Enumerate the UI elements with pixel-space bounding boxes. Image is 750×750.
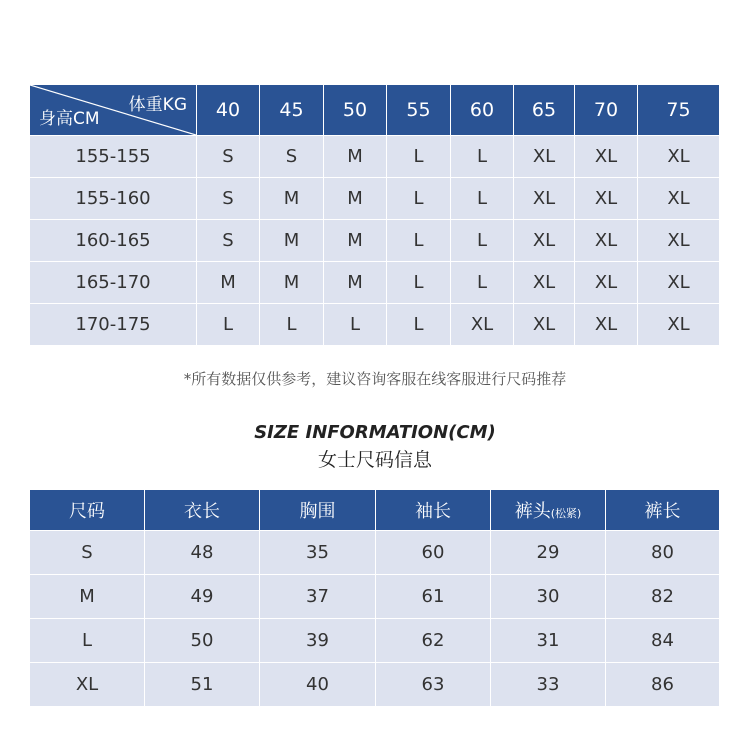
- size-cell: S: [197, 178, 260, 220]
- table-cell: 30: [491, 575, 606, 619]
- table-row: [30, 531, 720, 575]
- size-cell: XL: [514, 262, 575, 304]
- size-cell: L: [451, 220, 514, 262]
- size-cell: XL: [575, 220, 638, 262]
- height-cell: 165-170: [30, 262, 197, 304]
- table-cell: XL: [30, 663, 145, 707]
- table-cell: 31: [491, 619, 606, 663]
- size-cell: XL: [514, 304, 575, 346]
- weight-header: 60: [451, 85, 514, 136]
- weight-header: 55: [387, 85, 451, 136]
- column-header: 衣长: [145, 490, 260, 531]
- table-cell: 29: [491, 531, 606, 575]
- size-cell: L: [387, 304, 451, 346]
- table-cell: S: [30, 531, 145, 575]
- column-header-waist: [491, 490, 606, 531]
- weight-header: 65: [514, 85, 575, 136]
- table-row: [30, 178, 720, 220]
- size-cell: XL: [638, 262, 720, 304]
- size-cell: M: [324, 136, 387, 178]
- table-cell: 39: [260, 619, 376, 663]
- table-cell: 60: [376, 531, 491, 575]
- size-cell: S: [197, 136, 260, 178]
- size-cell: M: [324, 262, 387, 304]
- size-cell: M: [260, 262, 324, 304]
- size-cell: L: [387, 178, 451, 220]
- size-cell: XL: [575, 178, 638, 220]
- size-cell: XL: [638, 220, 720, 262]
- size-cell: XL: [514, 136, 575, 178]
- table-cell: 62: [376, 619, 491, 663]
- size-recommendation-table: [29, 84, 720, 346]
- size-cell: XL: [638, 178, 720, 220]
- size-cell: M: [324, 178, 387, 220]
- weight-axis-label: 体重KG: [128, 95, 187, 115]
- table-cell: 63: [376, 663, 491, 707]
- table-cell: 84: [606, 619, 720, 663]
- column-header: 袖长: [376, 490, 491, 531]
- table-row: [30, 575, 720, 619]
- size-cell: L: [260, 304, 324, 346]
- size-cell: XL: [451, 304, 514, 346]
- size-cell: XL: [638, 136, 720, 178]
- table-cell: 35: [260, 531, 376, 575]
- size-cell: L: [387, 136, 451, 178]
- weight-header-row: [30, 85, 720, 136]
- table-cell: L: [30, 619, 145, 663]
- size-cell: M: [260, 178, 324, 220]
- column-header: 裤长: [606, 490, 720, 531]
- size-cell: L: [197, 304, 260, 346]
- height-cell: 155-160: [30, 178, 197, 220]
- section-title-en: SIZE INFORMATION(CM): [254, 422, 496, 443]
- disclaimer-note: *所有数据仅供参考，建议咨询客服在线客服进行尺码推荐: [183, 370, 567, 388]
- size-information-table: [29, 489, 720, 707]
- weight-header: 75: [638, 85, 720, 136]
- size-cell: XL: [575, 136, 638, 178]
- table-cell: 82: [606, 575, 720, 619]
- table-row: [30, 136, 720, 178]
- size-cell: M: [324, 220, 387, 262]
- table-cell: 40: [260, 663, 376, 707]
- table-cell: 80: [606, 531, 720, 575]
- height-cell: 160-165: [30, 220, 197, 262]
- table-row: [30, 220, 720, 262]
- height-axis-label: 身高CM: [39, 109, 100, 129]
- table-row: [30, 304, 720, 346]
- size-cell: M: [260, 220, 324, 262]
- table-cell: 49: [145, 575, 260, 619]
- table-cell: 37: [260, 575, 376, 619]
- table-row: [30, 619, 720, 663]
- size-cell: L: [451, 178, 514, 220]
- table-cell: 51: [145, 663, 260, 707]
- size-cell: L: [324, 304, 387, 346]
- size-cell: XL: [514, 220, 575, 262]
- size-cell: S: [260, 136, 324, 178]
- table-cell: 33: [491, 663, 606, 707]
- size-cell: XL: [575, 304, 638, 346]
- table-row: [30, 663, 720, 707]
- column-header: 胸围: [260, 490, 376, 531]
- waist-label: 裤头: [514, 501, 551, 522]
- column-header: 尺码: [30, 490, 145, 531]
- weight-header: 45: [260, 85, 324, 136]
- size-cell: L: [387, 220, 451, 262]
- corner-header-cell: [30, 85, 197, 136]
- size-cell: L: [451, 136, 514, 178]
- table-cell: 61: [376, 575, 491, 619]
- height-cell: 170-175: [30, 304, 197, 346]
- header-row: [30, 490, 720, 531]
- table-cell: M: [30, 575, 145, 619]
- section-title-cn: 女士尺码信息: [317, 449, 432, 471]
- weight-header: 50: [324, 85, 387, 136]
- waist-note: (松紧): [550, 507, 582, 520]
- table-cell: 86: [606, 663, 720, 707]
- size-cell: L: [451, 262, 514, 304]
- table-row: [30, 262, 720, 304]
- size-cell: XL: [575, 262, 638, 304]
- table-cell: 48: [145, 531, 260, 575]
- weight-header: 70: [575, 85, 638, 136]
- size-cell: L: [387, 262, 451, 304]
- size-cell: S: [197, 220, 260, 262]
- size-cell: XL: [514, 178, 575, 220]
- size-cell: XL: [638, 304, 720, 346]
- weight-header: 40: [197, 85, 260, 136]
- size-cell: M: [197, 262, 260, 304]
- height-cell: 155-155: [30, 136, 197, 178]
- table-cell: 50: [145, 619, 260, 663]
